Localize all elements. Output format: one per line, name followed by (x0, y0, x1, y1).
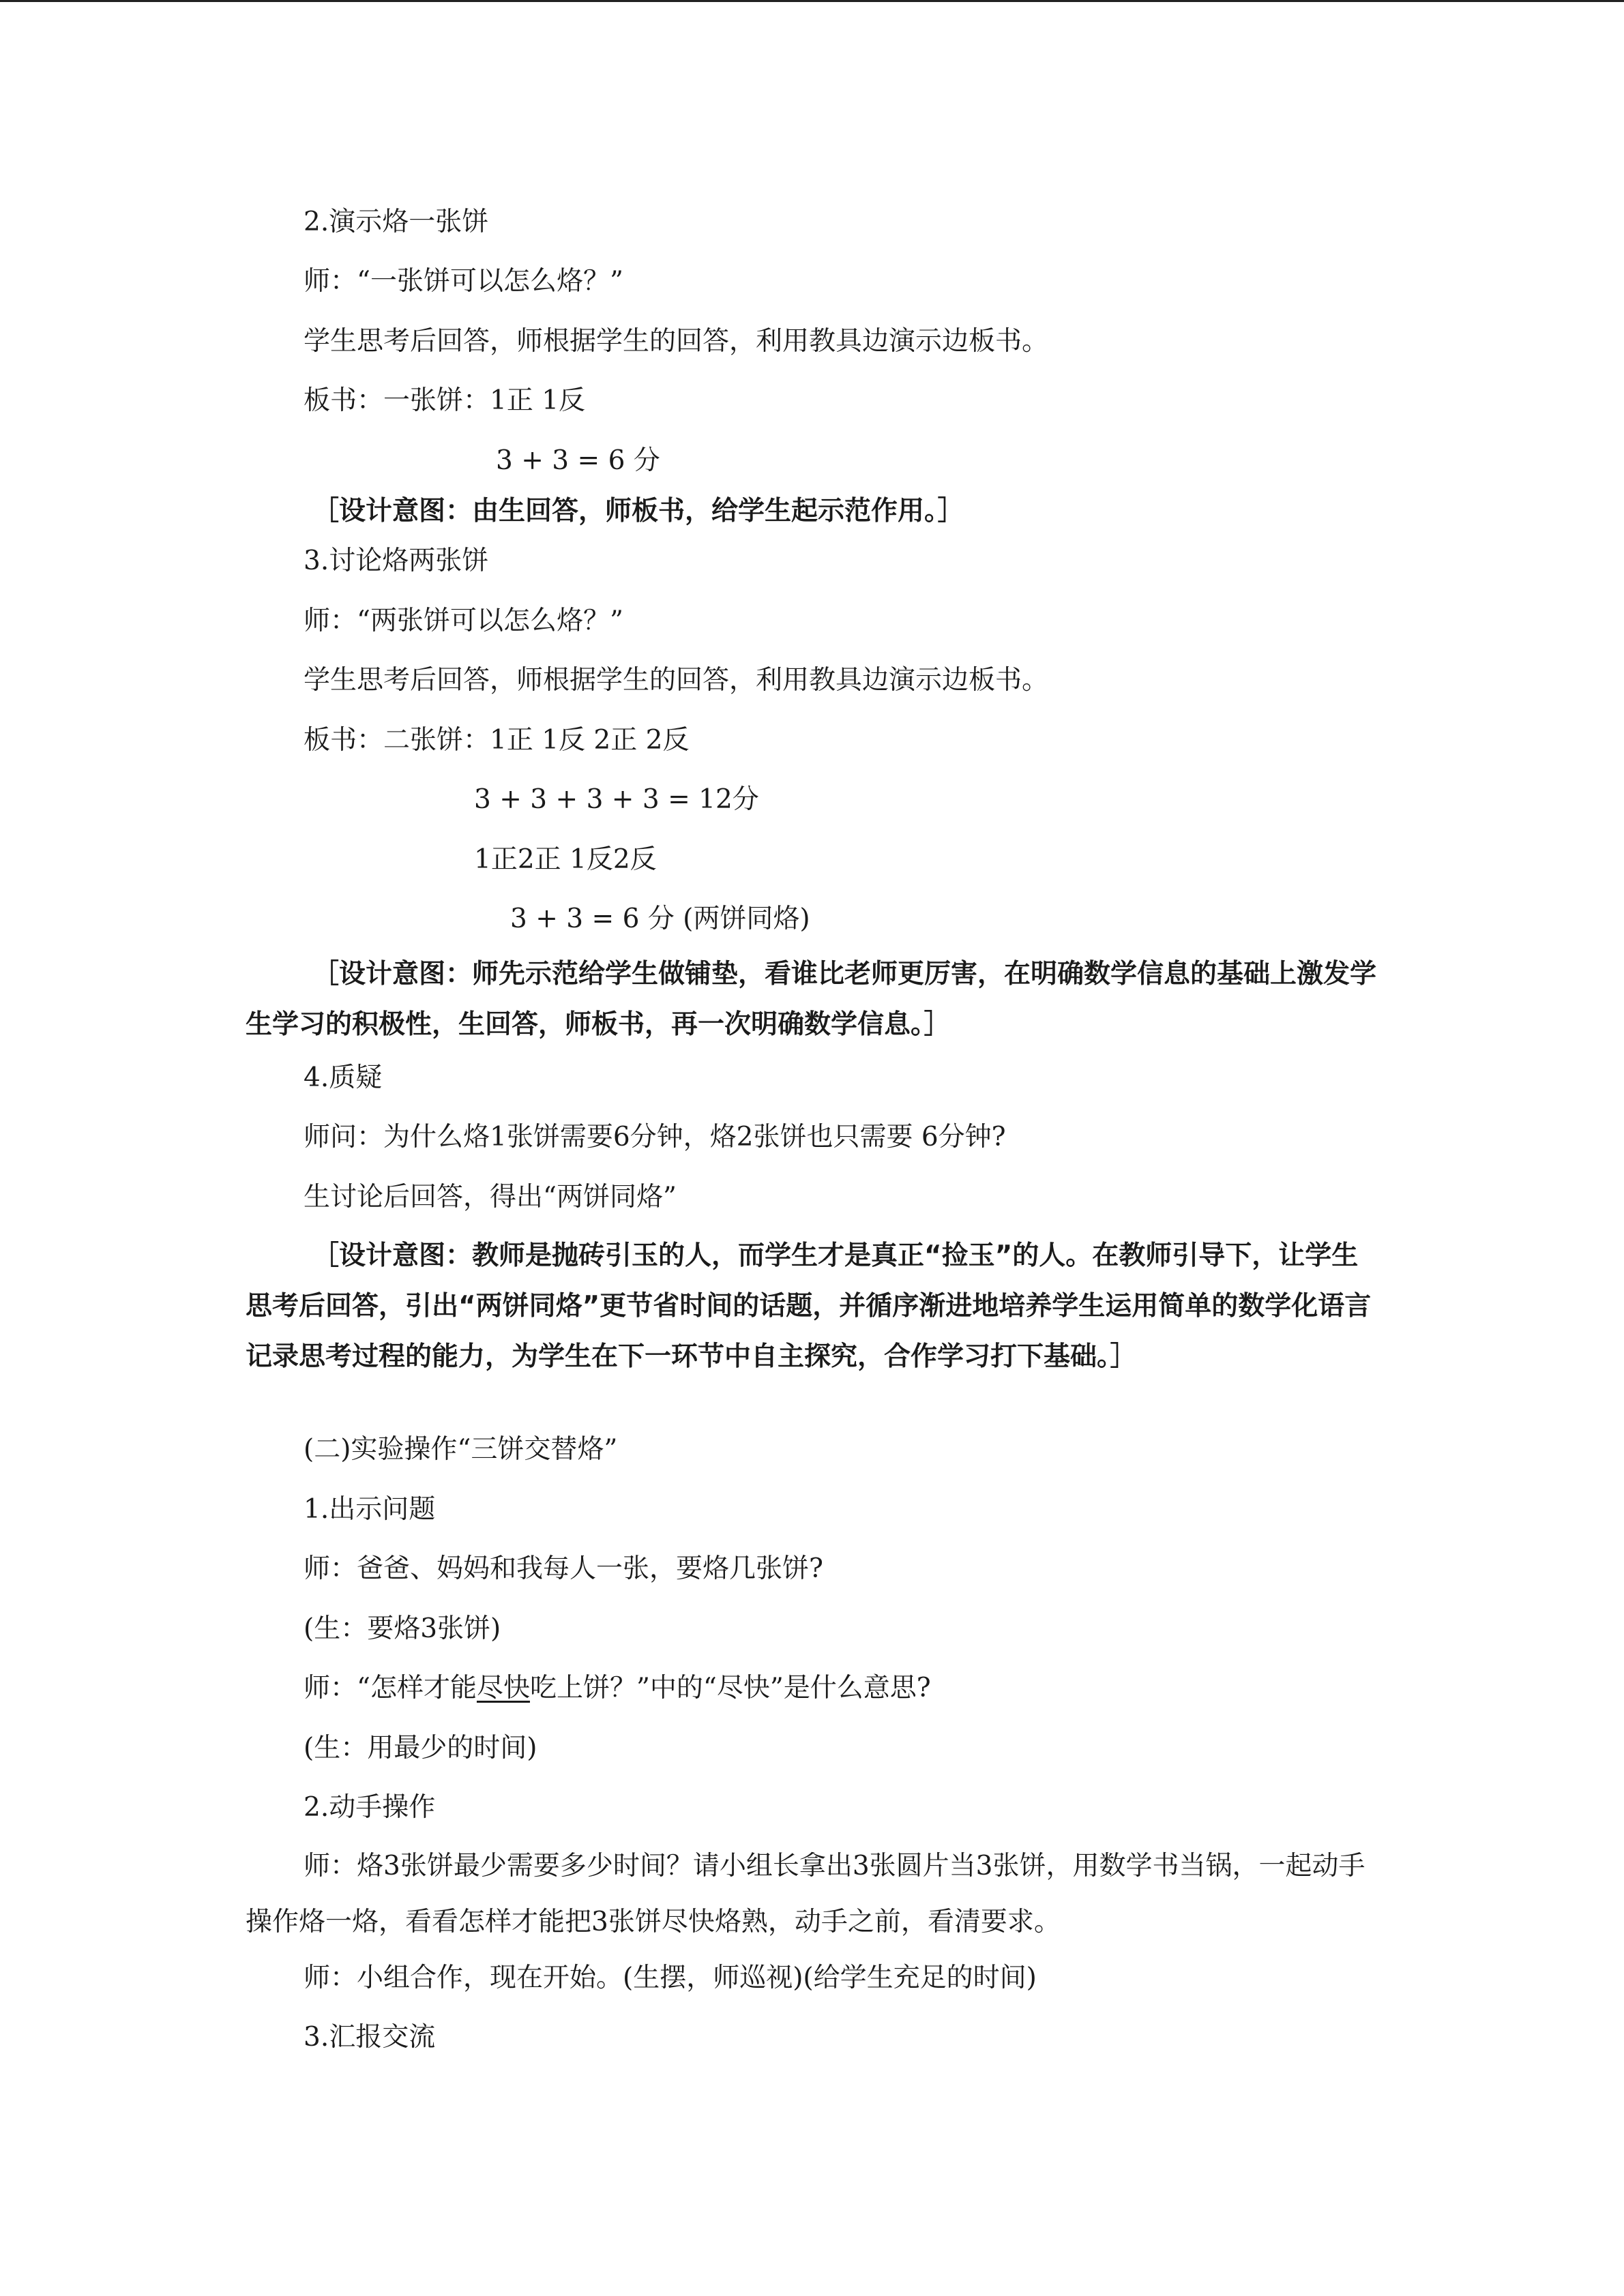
teacher-why-question: 师问：为什么烙1张饼需要6分钟，烙2张饼也只需要 6分钟? (304, 1122, 1006, 1152)
heading-discuss-two-pancakes: 3.讨论烙两张饼 (304, 546, 489, 576)
board-two-pancakes: 板书：二张饼：1正 1反 2正 2反 (304, 725, 690, 756)
teacher-question-one: 师：“一张饼可以怎么烙？” (304, 266, 623, 297)
quickly-question-part2: 吃上饼？”中的“尽快”是什么意思? (529, 1673, 931, 1703)
heading-show-problem: 1.出示问题 (304, 1494, 436, 1525)
teacher-question-two: 师：“两张饼可以怎么烙？” (304, 606, 623, 636)
design-intent-three: ［设计意图：教师是抛砖引玉的人，而学生才是真正“捡玉”的人。在教师引导下，让学生思考后回答，引出“两饼同烙”更节省时间的话题，并循序渐进地培养学生运用简单的数学化语言记录思考过程的能力，为学生在下一环节中自主探究，合作学习打下基础。］ (246, 1240, 1372, 1372)
heading-hands-on: 2.动手操作 (304, 1792, 436, 1823)
quickly-underlined-word: 尽快 (476, 1673, 530, 1703)
teacher-question-three-pancakes: 师：爸爸、妈妈和我每人一张，要烙几张饼? (304, 1553, 823, 1584)
board-two-pancakes-sides: 1正2正 1反2反 (474, 844, 657, 875)
teacher-question-quickly (304, 1671, 931, 1706)
student-answer-least-time: (生：用最少的时间) (304, 1733, 537, 1763)
design-intent-one: ［设计意图：由生回答，师板书，给学生起示范作用。］ (312, 496, 964, 526)
student-answer-note-one: 学生思考后回答，师根据学生的回答，利用教具边演示边板书。 (304, 326, 1049, 357)
student-answer-note-two: 学生思考后回答，师根据学生的回答，利用教具边演示边板书。 (304, 665, 1049, 696)
section-experiment-heading: (二)实验操作“三饼交替烙” (304, 1434, 618, 1465)
board-two-pancakes-formula: 3 + 3 + 3 + 3 = 12分 (474, 784, 759, 815)
student-discussion-result: 生讨论后回答，得出“两饼同烙” (304, 1182, 677, 1212)
design-intent-two: ［设计意图：师先示范给学生做铺垫，看谁比老师更厉害，在明确数学信息的基础上激发学生学习的积极性，生回答，师板书，再一次明确数学信息。］ (246, 959, 1377, 1040)
student-answer-three-pancakes: (生：要烙3张饼) (304, 1613, 501, 1644)
heading-question: 4.质疑 (304, 1062, 383, 1093)
board-one-pancake: 板书：一张饼：1正 1反 (304, 385, 586, 416)
page-top-border (0, 0, 1624, 2)
quickly-question-part1: 师：“怎样才能 (304, 1673, 477, 1703)
teacher-group-work: 师：小组合作，现在开始。(生摆，师巡视)(给学生充足的时间) (304, 1963, 1037, 1993)
teacher-instructions-hands-on: 师：烙3张饼最少需要多少时间？请小组长拿出3张圆片当3张饼，用数学书当锅，一起动手操作烙一烙，看看怎样才能把3张饼尽快烙熟，动手之前，看清要求。 (246, 1851, 1365, 1937)
board-two-pancakes-together: 3 + 3 = 6 分 (两饼同烙) (510, 904, 810, 934)
heading-demo-one-pancake: 2.演示烙一张饼 (304, 207, 489, 237)
board-one-pancake-formula: 3 + 3 = 6 分 (496, 445, 660, 476)
heading-report-exchange: 3.汇报交流 (304, 2022, 436, 2053)
